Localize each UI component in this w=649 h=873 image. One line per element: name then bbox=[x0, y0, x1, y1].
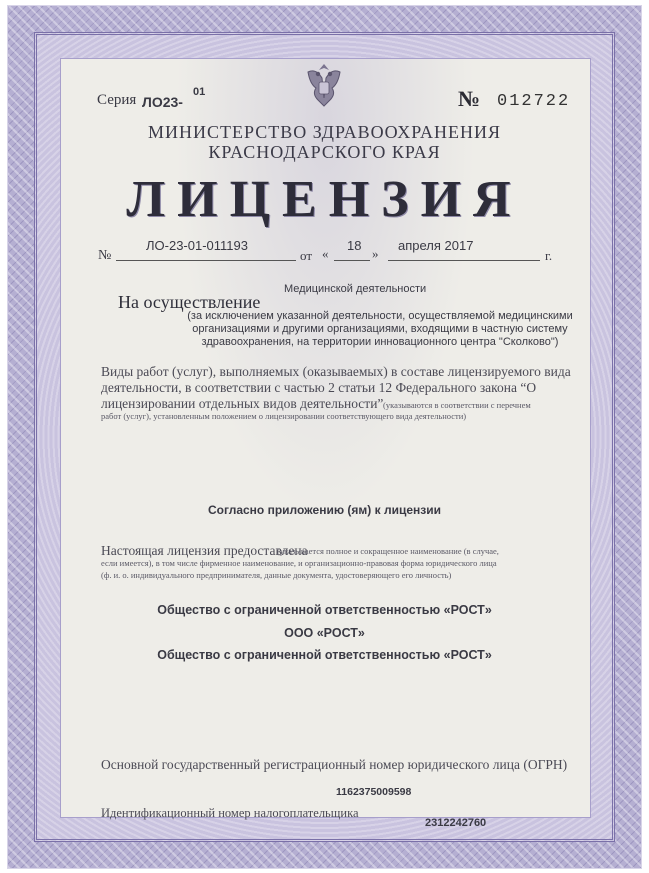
given-to-label: Настоящая лицензия предоставлена bbox=[101, 543, 308, 558]
organization-full-name: Общество с ограниченной ответственностью «РОСТ» bbox=[157, 603, 492, 617]
license-number: ЛО-23-01-011193 bbox=[146, 238, 249, 253]
month-year-underline bbox=[388, 260, 540, 261]
works-note-line2: работ (услуг), установленным положением о лицензировании соответствующего вида деятельности) bbox=[101, 411, 467, 421]
appendix-reference: Согласно приложению (ям) к лицензии bbox=[208, 503, 441, 517]
given-to-note-line2: если имеется), в том числе фирменное наименование, и организационно-правовая форма юридического лица bbox=[101, 558, 497, 568]
activity-note-line2: организациями и другими организациями, входящими в частную систему bbox=[192, 323, 568, 335]
organization-full-name-repeat: Общество с ограниченной ответственностью «РОСТ» bbox=[157, 648, 492, 662]
document-title: ЛИЦЕНЗИЯ bbox=[126, 171, 523, 228]
series-label: Серия bbox=[97, 92, 137, 108]
works-text-line3: лицензировании отдельных видов деятельности” bbox=[101, 396, 384, 411]
given-to-note-line3: (ф. и. о. индивидуального предпринимателя, данные документа, удостоверяющего его личность) bbox=[101, 570, 452, 580]
ministry-title-line1: МИНИСТЕРСТВО ЗДРАВООХРАНЕНИЯ bbox=[148, 122, 501, 142]
inn-value: 2312242760 bbox=[425, 817, 487, 829]
series-superscript: 01 bbox=[193, 86, 206, 98]
works-text-line2: деятельности, в соответствии с частью 2 статьи 12 Федерального закона “О bbox=[101, 380, 537, 395]
ogrn-value: 1162375009598 bbox=[336, 786, 412, 798]
license-month-year: апреля 2017 bbox=[398, 238, 474, 253]
license-day: 18 bbox=[347, 238, 362, 253]
coat-of-arms-icon bbox=[296, 58, 352, 114]
works-note-line1: (указываются в соответствии с перечнем bbox=[383, 400, 531, 410]
series-value: ЛО23- bbox=[142, 94, 183, 110]
activity-note-line1: (за исключением указанной деятельности, осуществляемой медицинскими bbox=[187, 310, 573, 322]
date-close-quote: » bbox=[372, 246, 379, 261]
license-number-label: № bbox=[98, 248, 112, 263]
license-number-underline bbox=[116, 260, 296, 261]
works-text-line1: Виды работ (услуг), выполняемых (оказываемых) в составе лицензируемого вида bbox=[101, 364, 571, 379]
activity-value: Медицинской деятельности bbox=[284, 283, 427, 295]
number-label: № bbox=[458, 86, 481, 111]
given-to-note-line1: (указывается полное и сокращенное наименование (в случае, bbox=[277, 546, 499, 556]
inn-label: Идентификационный номер налогоплательщика bbox=[101, 806, 359, 820]
ministry-title-line2: КРАСНОДАРСКОГО КРАЯ bbox=[208, 142, 441, 162]
ogrn-label: Основной государственный регистрационный номер юридического лица (ОГРН) bbox=[101, 757, 568, 772]
activity-note-line3: здравоохранения, на территории инновационного центра "Сколково") bbox=[201, 336, 559, 348]
date-open-quote: « bbox=[322, 246, 329, 261]
activity-label: На осуществление bbox=[118, 292, 261, 312]
form-number: 012722 bbox=[497, 92, 571, 111]
day-underline bbox=[334, 260, 370, 261]
year-suffix: г. bbox=[545, 248, 553, 263]
organization-short-name: ООО «РОСТ» bbox=[284, 626, 365, 640]
date-from-label: от bbox=[300, 248, 313, 263]
